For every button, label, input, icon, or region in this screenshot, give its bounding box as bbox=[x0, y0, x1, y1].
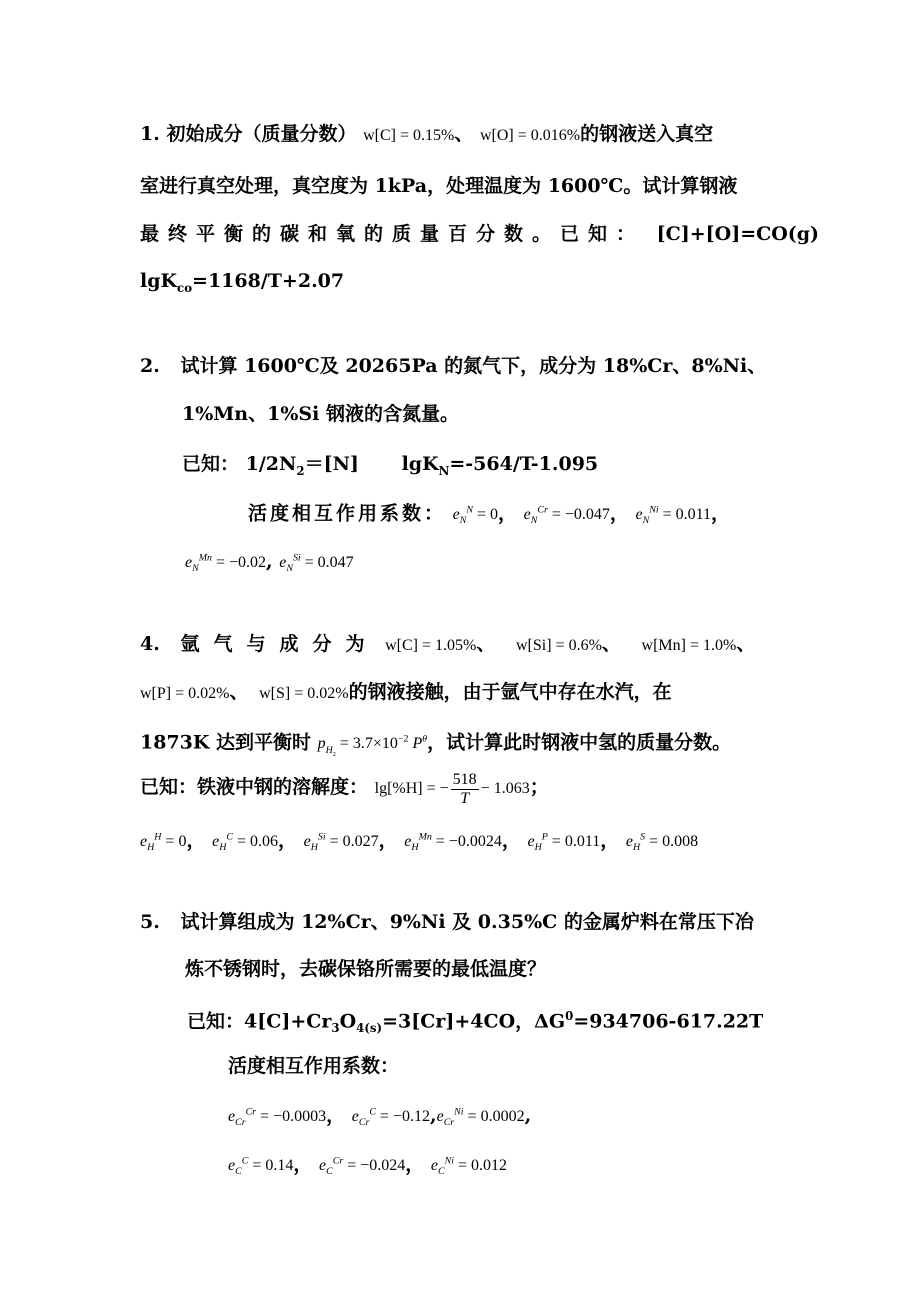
problem-1-line-1: 1. 初始成分（质量分数） w[C] = 0.15%、 w[O] = 0.016%的钢液送入真空 bbox=[140, 123, 714, 145]
coef-eC-C: $e_C^C = 0.14$ bbox=[228, 1156, 294, 1178]
problem-1-number: 1. bbox=[140, 123, 160, 145]
problem-1-line-4: lgK$_{co}$=1168/T+2.07 bbox=[140, 270, 345, 295]
problem-5-number: 5. bbox=[140, 911, 160, 933]
problem-5-line-1: 5. 试计算组成为 12%Cr、9%Ni 及 0.35%C 的金属炉料在常压下冶 bbox=[140, 911, 754, 933]
coef-eCr-Cr: $e_{Cr}^{Cr} = -0.0003$ bbox=[228, 1107, 327, 1129]
coef-eH-Si: $e_H^{Si} = 0.027$ bbox=[303, 832, 379, 854]
problem-1-carbon-content: w[C] = 0.15% bbox=[363, 127, 455, 144]
problem-4-hydrogen-pressure: $p_{H_2} = 3.7\times 10^{-2}$ $P^\theta$ bbox=[317, 734, 428, 758]
problem-4-number: 4. bbox=[140, 633, 160, 655]
problem-4-phosphorus: w[P] = 0.02% bbox=[140, 685, 230, 702]
coef-eCr-Ni: $e_{Cr}^{Ni} = 0.0002$ bbox=[436, 1107, 525, 1129]
coef-eH-H: $e_H^H = 0$ bbox=[140, 832, 187, 854]
problem-2-line-2: 1%Mn、1%Si 钢液的含氮量。 bbox=[182, 403, 459, 425]
problem-5-line-2: 炼不锈钢时，去碳保铬所需要的最低温度？ bbox=[185, 958, 547, 980]
problem-5-coefficients-line-1: $e_{Cr}^{Cr} = -0.0003$， $e_{Cr}^C = -0.12,e_{Cr}^{Ni} = 0.0002$, bbox=[228, 1104, 532, 1129]
coef-eN-Si: $e_N^{Si} = 0.047$ bbox=[279, 553, 354, 575]
problem-4-line-3: 1873K 达到平衡时 $p_{H_2} = 3.7\times 10^{-2}$ $P^\theta$，试计算此时钢液中氢的质量分数。 bbox=[140, 731, 732, 758]
coef-eH-P: $e_H^P = 0.011$ bbox=[527, 832, 601, 854]
coef-eH-S: $e_H^S = 0.008$ bbox=[625, 832, 699, 854]
problem-1-reaction: [C]+[O]=CO(g) bbox=[656, 223, 820, 245]
problem-5-coef-label: 活度相互作用系数： bbox=[228, 1055, 400, 1077]
problem-4-sulfur: w[S] = 0.02% bbox=[259, 685, 349, 702]
problem-4-line-4: 已知：铁液中钢的溶解度： lg[%H] = − $\frac{518}{T}$ − 1.063； bbox=[140, 771, 549, 807]
problem-2-number: 2. bbox=[140, 355, 160, 377]
coef-eC-Cr: $e_C^{Cr} = -0.024$ bbox=[319, 1156, 406, 1178]
coef-eN-Ni: $e_N^{Ni} = 0.011$ bbox=[635, 505, 712, 527]
problem-1-intro: 初始成分（质量分数） bbox=[166, 123, 357, 145]
problem-5-coefficients-line-2: $e_C^C = 0.14$， $e_C^{Cr} = -0.024$， $e_C^{Ni} = 0.012$ bbox=[228, 1153, 507, 1178]
coef-eN-N: $e_N^N = 0$ bbox=[452, 505, 498, 527]
coef-eH-Mn: $e_H^{Mn} = -0.0024$ bbox=[404, 832, 502, 854]
coef-eN-Mn: $e_N^{Mn} = -0.02$ bbox=[185, 553, 266, 575]
problem-4-line-1: 4. 氩气与成分为 w[C] = 1.05%、 w[Si] = 0.6%、 w[Mn] = 1.0%、 bbox=[140, 633, 756, 655]
problem-4-line-2: w[P] = 0.02%、 w[S] = 0.02%的钢液接触，由于氩气中存在水汽，在 bbox=[140, 681, 672, 703]
coef-eN-Cr: $e_N^{Cr} = -0.047$ bbox=[523, 505, 610, 527]
problem-1-oxygen-content: w[O] = 0.016% bbox=[479, 127, 581, 144]
problem-2-lgk: lgK$_N$=-564/T-1.095 bbox=[401, 453, 599, 478]
problem-2-coefficients-line-1: 活度相互作用系数： $e_N^N = 0$， $e_N^{Cr} = -0.047$， $e_N^{Ni} = 0.011$， bbox=[248, 502, 731, 527]
coef-eH-C: $e_H^C = 0.06$ bbox=[212, 832, 278, 854]
problem-2-reaction: $1/2N_2=[N]$ bbox=[245, 453, 359, 478]
problem-4-silicon: w[Si] = 0.6% bbox=[515, 637, 602, 654]
problem-5-known: 已知：$4[C]+Cr_3O_{4(s)}=3[Cr]+4CO$，$\Delta G^0=934706-617.22T$ bbox=[187, 1009, 764, 1036]
problem-4-solubility-formula: lg[%H] = − $\frac{518}{T}$ − 1.063 bbox=[374, 771, 530, 807]
problem-1-line-3: 最终平衡的碳和氧的质量百分数。已知： [C]+[O]=CO(g) bbox=[140, 223, 820, 245]
problem-2-line-1: 2. 试计算 1600℃及 20265Pa 的氮气下，成分为 18%Cr、8%Ni、 bbox=[140, 355, 767, 377]
coef-eC-Ni: $e_C^{Ni} = 0.012$ bbox=[430, 1156, 507, 1178]
coef-eCr-C: $e_{Cr}^C = -0.12$ bbox=[351, 1107, 430, 1129]
problem-4-carbon: w[C] = 1.05% bbox=[385, 637, 477, 654]
problem-2-coefficients-line-2: $e_N^{Mn} = -0.02$, $e_N^{Si} = 0.047$ bbox=[185, 550, 354, 575]
problem-1-line-2: 室进行真空处理，真空度为 1kPa，处理温度为 1600℃。试计算钢液 bbox=[140, 175, 738, 197]
problem-2-known: 已知： $1/2N_2=[N]$ lgK$_N$=-564/T-1.095 bbox=[182, 453, 599, 478]
problem-4-manganese: w[Mn] = 1.0% bbox=[641, 637, 737, 654]
problem-4-coefficients: $e_H^H = 0$， $e_H^C = 0.06$， $e_H^{Si} = 0.027$， $e_H^{Mn} = -0.0024$， $e_H^P = 0.011$， $e_H^S = 0.008$ bbox=[140, 829, 699, 854]
